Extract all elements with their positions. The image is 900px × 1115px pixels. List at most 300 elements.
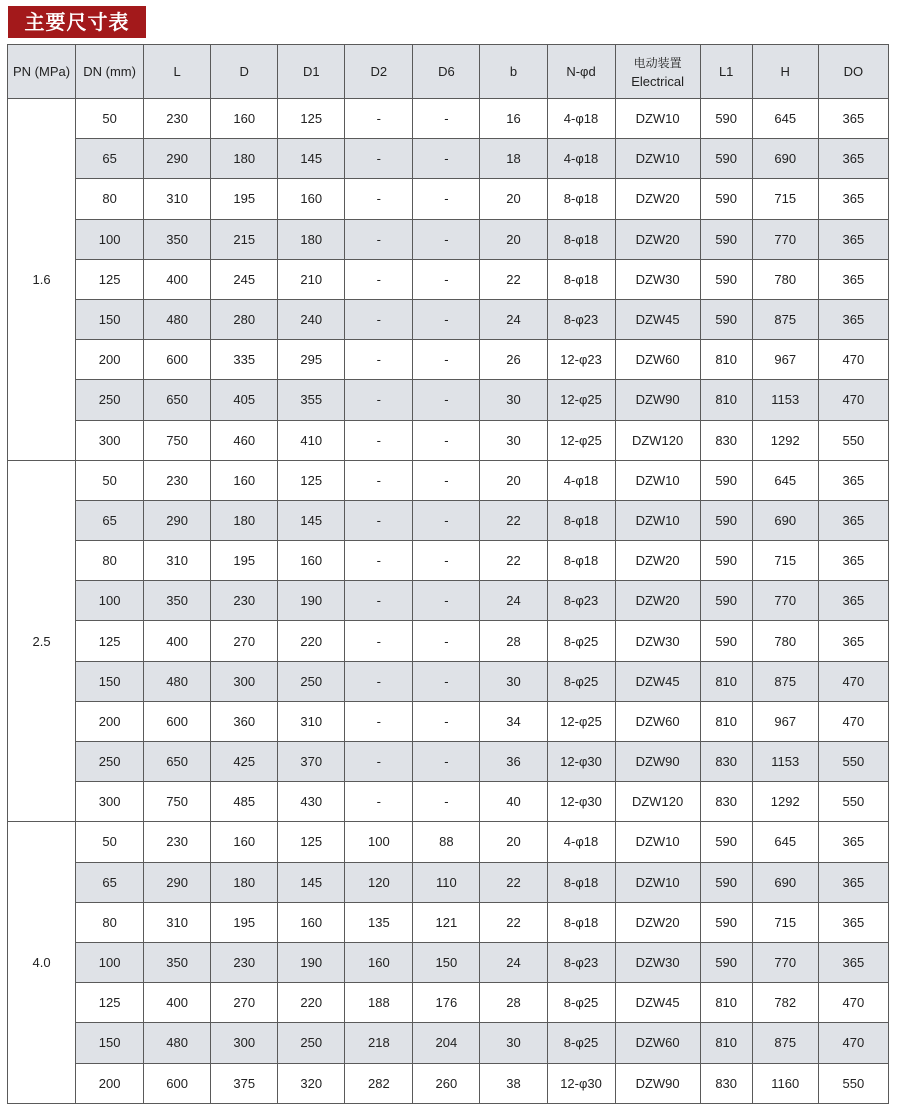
electrical-cell: DZW90 [615,380,700,420]
b-cell: 18 [480,139,547,179]
d6-cell: - [413,581,480,621]
l1-cell: 810 [700,1023,752,1063]
h-cell: 1160 [752,1063,818,1103]
d6-cell: - [413,460,480,500]
table-row [8,139,889,179]
n-phi-d-cell: 12-φ30 [547,1063,615,1103]
header-do: DO [818,45,888,99]
b-cell: 40 [480,782,547,822]
d1-cell: 310 [278,701,345,741]
do-cell: 365 [818,99,888,139]
n-phi-d-cell: 8-φ23 [547,581,615,621]
do-cell: 365 [818,862,888,902]
l-cell: 350 [144,942,211,982]
h-cell: 780 [752,259,818,299]
d-cell: 180 [211,500,278,540]
b-cell: 20 [480,822,547,862]
electrical-cell: DZW60 [615,1023,700,1063]
do-cell: 365 [818,219,888,259]
d6-cell: - [413,380,480,420]
dn-cell: 300 [76,782,144,822]
d2-cell: 135 [345,902,413,942]
d6-cell: - [413,621,480,661]
d-cell: 160 [211,460,278,500]
l1-cell: 590 [700,541,752,581]
h-cell: 875 [752,661,818,701]
d-cell: 460 [211,420,278,460]
do-cell: 365 [818,139,888,179]
h-cell: 967 [752,340,818,380]
table-row [8,822,889,862]
h-cell: 770 [752,581,818,621]
d1-cell: 240 [278,299,345,339]
d1-cell: 220 [278,983,345,1023]
header-b: b [480,45,547,99]
b-cell: 16 [480,99,547,139]
l-cell: 290 [144,500,211,540]
l1-cell: 830 [700,782,752,822]
header-electrical-en: Electrical [631,74,684,89]
n-phi-d-cell: 8-φ23 [547,299,615,339]
h-cell: 875 [752,1023,818,1063]
d-cell: 270 [211,621,278,661]
dn-cell: 250 [76,380,144,420]
d2-cell: - [345,581,413,621]
electrical-cell: DZW45 [615,299,700,339]
do-cell: 550 [818,420,888,460]
dn-cell: 65 [76,862,144,902]
l-cell: 750 [144,420,211,460]
d2-cell: 282 [345,1063,413,1103]
table-row [8,701,889,741]
d1-cell: 320 [278,1063,345,1103]
d-cell: 195 [211,902,278,942]
table-title-banner: 主要尺寸表 [8,6,146,38]
d2-cell: - [345,500,413,540]
electrical-cell: DZW45 [615,661,700,701]
n-phi-d-cell: 12-φ25 [547,701,615,741]
n-phi-d-cell: 8-φ18 [547,541,615,581]
l-cell: 400 [144,259,211,299]
do-cell: 365 [818,259,888,299]
dn-cell: 250 [76,742,144,782]
d2-cell: - [345,340,413,380]
table-row [8,99,889,139]
d6-cell: - [413,661,480,701]
d-cell: 160 [211,822,278,862]
d1-cell: 250 [278,1023,345,1063]
l1-cell: 590 [700,179,752,219]
l1-cell: 830 [700,742,752,782]
table-body [8,99,889,1104]
dn-cell: 65 [76,500,144,540]
dn-cell: 200 [76,1063,144,1103]
pn-cell: 2.5 [8,460,76,822]
dn-cell: 50 [76,460,144,500]
electrical-cell: DZW20 [615,179,700,219]
l-cell: 650 [144,380,211,420]
d6-cell: 110 [413,862,480,902]
l1-cell: 590 [700,621,752,661]
b-cell: 22 [480,259,547,299]
d6-cell: - [413,420,480,460]
d6-cell: 121 [413,902,480,942]
d1-cell: 210 [278,259,345,299]
table-row [8,460,889,500]
do-cell: 550 [818,782,888,822]
electrical-cell: DZW10 [615,862,700,902]
electrical-cell: DZW10 [615,460,700,500]
h-cell: 690 [752,500,818,540]
n-phi-d-cell: 8-φ25 [547,1023,615,1063]
l1-cell: 590 [700,219,752,259]
b-cell: 30 [480,420,547,460]
d1-cell: 430 [278,782,345,822]
header-electrical-cn: 电动装置 [633,56,682,70]
electrical-cell: DZW45 [615,983,700,1023]
d6-cell: - [413,139,480,179]
n-phi-d-cell: 4-φ18 [547,822,615,862]
d6-cell: 150 [413,942,480,982]
l1-cell: 810 [700,701,752,741]
d-cell: 230 [211,942,278,982]
b-cell: 30 [480,661,547,701]
dn-cell: 100 [76,581,144,621]
h-cell: 967 [752,701,818,741]
h-cell: 645 [752,460,818,500]
do-cell: 365 [818,902,888,942]
table-row [8,862,889,902]
electrical-cell: DZW10 [615,139,700,179]
header-l: L [144,45,211,99]
table-row [8,179,889,219]
d1-cell: 145 [278,500,345,540]
d6-cell: - [413,701,480,741]
n-phi-d-cell: 12-φ30 [547,742,615,782]
do-cell: 550 [818,742,888,782]
electrical-cell: DZW90 [615,1063,700,1103]
table-row [8,902,889,942]
d6-cell: - [413,742,480,782]
do-cell: 365 [818,500,888,540]
l1-cell: 830 [700,420,752,460]
dn-cell: 80 [76,179,144,219]
electrical-cell: DZW10 [615,822,700,862]
b-cell: 24 [480,942,547,982]
n-phi-d-cell: 12-φ25 [547,420,615,460]
header-pn: PN (MPa) [8,45,76,99]
n-phi-d-cell: 8-φ18 [547,219,615,259]
do-cell: 470 [818,983,888,1023]
electrical-cell: DZW20 [615,219,700,259]
l1-cell: 590 [700,902,752,942]
l-cell: 650 [144,742,211,782]
l-cell: 480 [144,1023,211,1063]
header-n-phi-d: N-φd [547,45,615,99]
l-cell: 230 [144,822,211,862]
d6-cell: - [413,219,480,259]
n-phi-d-cell: 8-φ18 [547,902,615,942]
b-cell: 30 [480,1023,547,1063]
electrical-cell: DZW120 [615,420,700,460]
electrical-cell: DZW60 [615,701,700,741]
dn-cell: 80 [76,902,144,942]
h-cell: 1153 [752,742,818,782]
d1-cell: 145 [278,139,345,179]
n-phi-d-cell: 4-φ18 [547,139,615,179]
d-cell: 270 [211,983,278,1023]
n-phi-d-cell: 8-φ25 [547,621,615,661]
dn-cell: 150 [76,1023,144,1063]
d-cell: 280 [211,299,278,339]
d2-cell: 100 [345,822,413,862]
d-cell: 215 [211,219,278,259]
b-cell: 24 [480,299,547,339]
header-d: D [211,45,278,99]
b-cell: 26 [480,340,547,380]
d1-cell: 160 [278,902,345,942]
table-row [8,742,889,782]
do-cell: 470 [818,1023,888,1063]
d1-cell: 250 [278,661,345,701]
electrical-cell: DZW120 [615,782,700,822]
h-cell: 770 [752,219,818,259]
electrical-cell: DZW20 [615,581,700,621]
header-d6: D6 [413,45,480,99]
l-cell: 230 [144,99,211,139]
d2-cell: - [345,139,413,179]
table-row [8,259,889,299]
dn-cell: 125 [76,259,144,299]
h-cell: 645 [752,99,818,139]
h-cell: 690 [752,862,818,902]
l1-cell: 590 [700,942,752,982]
table-row [8,983,889,1023]
d2-cell: - [345,621,413,661]
h-cell: 715 [752,179,818,219]
dn-cell: 300 [76,420,144,460]
do-cell: 470 [818,661,888,701]
d2-cell: - [345,782,413,822]
d6-cell: 176 [413,983,480,1023]
d-cell: 180 [211,139,278,179]
l-cell: 600 [144,1063,211,1103]
d-cell: 375 [211,1063,278,1103]
d1-cell: 410 [278,420,345,460]
d-cell: 335 [211,340,278,380]
d6-cell: - [413,541,480,581]
l1-cell: 590 [700,460,752,500]
table-row [8,500,889,540]
b-cell: 24 [480,581,547,621]
do-cell: 365 [818,541,888,581]
d1-cell: 125 [278,99,345,139]
n-phi-d-cell: 8-φ18 [547,259,615,299]
d1-cell: 190 [278,942,345,982]
do-cell: 365 [818,179,888,219]
d1-cell: 125 [278,460,345,500]
l1-cell: 590 [700,259,752,299]
h-cell: 1292 [752,420,818,460]
d2-cell: 120 [345,862,413,902]
d-cell: 195 [211,541,278,581]
l-cell: 480 [144,299,211,339]
d-cell: 180 [211,862,278,902]
electrical-cell: DZW30 [615,942,700,982]
dn-cell: 50 [76,822,144,862]
header-d1: D1 [278,45,345,99]
dn-cell: 150 [76,661,144,701]
d2-cell: - [345,701,413,741]
header-row [8,45,889,99]
do-cell: 365 [818,621,888,661]
d6-cell: - [413,299,480,339]
electrical-cell: DZW30 [615,259,700,299]
n-phi-d-cell: 8-φ23 [547,942,615,982]
d-cell: 360 [211,701,278,741]
l1-cell: 590 [700,581,752,621]
d6-cell: 88 [413,822,480,862]
table-row [8,299,889,339]
d1-cell: 145 [278,862,345,902]
b-cell: 20 [480,460,547,500]
table-row [8,1063,889,1103]
d2-cell: - [345,742,413,782]
l1-cell: 590 [700,139,752,179]
n-phi-d-cell: 12-φ23 [547,340,615,380]
electrical-cell: DZW60 [615,340,700,380]
l1-cell: 590 [700,862,752,902]
do-cell: 470 [818,701,888,741]
table-row [8,219,889,259]
d6-cell: - [413,340,480,380]
dimension-table [7,44,889,1104]
electrical-cell: DZW10 [615,500,700,540]
d-cell: 230 [211,581,278,621]
table-row [8,661,889,701]
d-cell: 405 [211,380,278,420]
d1-cell: 355 [278,380,345,420]
d6-cell: - [413,99,480,139]
l-cell: 230 [144,460,211,500]
d-cell: 485 [211,782,278,822]
l1-cell: 810 [700,983,752,1023]
dn-cell: 100 [76,942,144,982]
d1-cell: 180 [278,219,345,259]
b-cell: 20 [480,179,547,219]
do-cell: 470 [818,340,888,380]
d1-cell: 190 [278,581,345,621]
d-cell: 245 [211,259,278,299]
dn-cell: 125 [76,621,144,661]
d2-cell: 160 [345,942,413,982]
d2-cell: - [345,179,413,219]
l-cell: 310 [144,179,211,219]
header-dn: DN (mm) [76,45,144,99]
l-cell: 600 [144,340,211,380]
d2-cell: - [345,661,413,701]
n-phi-d-cell: 8-φ18 [547,862,615,902]
do-cell: 365 [818,460,888,500]
l-cell: 400 [144,621,211,661]
d2-cell: - [345,460,413,500]
dn-cell: 125 [76,983,144,1023]
header-l1: L1 [700,45,752,99]
d-cell: 160 [211,99,278,139]
l1-cell: 810 [700,661,752,701]
h-cell: 715 [752,902,818,942]
l1-cell: 810 [700,340,752,380]
l1-cell: 590 [700,822,752,862]
d1-cell: 125 [278,822,345,862]
n-phi-d-cell: 12-φ25 [547,380,615,420]
b-cell: 34 [480,701,547,741]
l-cell: 350 [144,581,211,621]
l1-cell: 590 [700,99,752,139]
n-phi-d-cell: 4-φ18 [547,460,615,500]
l-cell: 600 [144,701,211,741]
b-cell: 22 [480,541,547,581]
dn-cell: 200 [76,340,144,380]
pn-cell: 4.0 [8,822,76,1103]
l-cell: 480 [144,661,211,701]
l-cell: 310 [144,902,211,942]
d6-cell: - [413,259,480,299]
do-cell: 365 [818,942,888,982]
table-row [8,541,889,581]
h-cell: 782 [752,983,818,1023]
table-row [8,621,889,661]
table-row [8,782,889,822]
table-row [8,380,889,420]
d-cell: 425 [211,742,278,782]
do-cell: 470 [818,380,888,420]
d6-cell: 260 [413,1063,480,1103]
d1-cell: 160 [278,541,345,581]
d2-cell: - [345,380,413,420]
b-cell: 28 [480,621,547,661]
d6-cell: - [413,500,480,540]
d2-cell: - [345,541,413,581]
d2-cell: - [345,259,413,299]
l-cell: 400 [144,983,211,1023]
n-phi-d-cell: 4-φ18 [547,99,615,139]
header-electrical [615,45,700,99]
l1-cell: 810 [700,380,752,420]
table-row [8,340,889,380]
dn-cell: 150 [76,299,144,339]
h-cell: 780 [752,621,818,661]
dn-cell: 200 [76,701,144,741]
do-cell: 550 [818,1063,888,1103]
d2-cell: 218 [345,1023,413,1063]
d-cell: 300 [211,661,278,701]
h-cell: 875 [752,299,818,339]
h-cell: 1292 [752,782,818,822]
b-cell: 22 [480,902,547,942]
d-cell: 300 [211,1023,278,1063]
dn-cell: 50 [76,99,144,139]
d2-cell: - [345,420,413,460]
d6-cell: - [413,782,480,822]
table-row [8,942,889,982]
d2-cell: 188 [345,983,413,1023]
h-cell: 645 [752,822,818,862]
h-cell: 715 [752,541,818,581]
b-cell: 22 [480,862,547,902]
n-phi-d-cell: 8-φ25 [547,661,615,701]
d2-cell: - [345,299,413,339]
